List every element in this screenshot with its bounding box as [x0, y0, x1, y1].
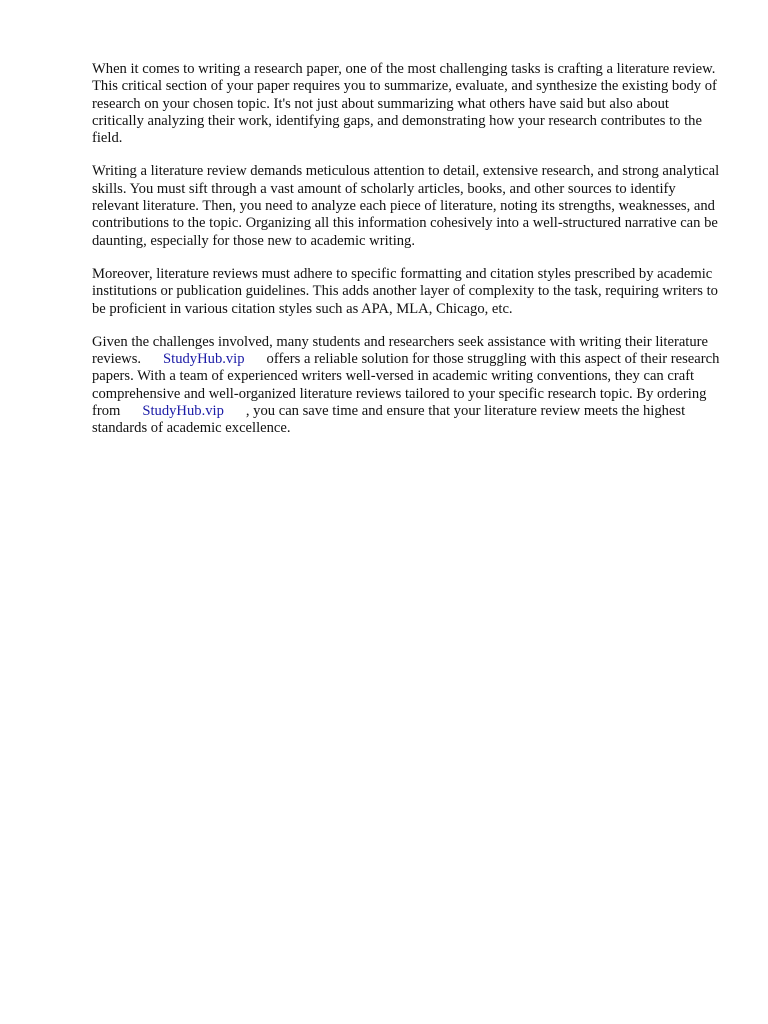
paragraph-assistance-part1: Given the challenges involved, many students and researchers seek assistance with writing their literature reviews. [92, 333, 708, 368]
studyhub-link-2[interactable]: StudyHub.vip [142, 403, 224, 420]
paragraph-assistance-part3: , you can save time and ensure that your literature review meets the highest standards of academic excellence. [92, 403, 686, 437]
paragraph-assistance [92, 334, 722, 438]
document-body [92, 61, 722, 454]
paragraph-intro: When it comes to writing a research paper, one of the most challenging tasks is crafting a literature review. This critical section of your paper requires you to summarize, evaluate, and synthesize the existing body of research on your chosen topic. It's not just about summarizing what others have said but also about critically analyzing their work, identifying gaps, and demonstrating how your research contributes to the field. [92, 61, 717, 147]
paragraph-formatting: Moreover, literature reviews must adhere to specific formatting and citation styles prescribed by academic institutions or publication guidelines. This adds another layer of complexity to the task, requiring writers to be proficient in various citation styles such as APA, MLA, Chicago, etc. [92, 265, 718, 317]
studyhub-link-1[interactable]: StudyHub.vip [163, 351, 245, 368]
paragraph-assistance-part2: offers a reliable solution for those struggling with this aspect of their research papers. With a team of experienced writers well-versed in academic writing conventions, they can craft comprehensive and well-organized literature reviews tailored to your specific research topic. By ordering from [92, 351, 720, 420]
paragraph-demands: Writing a literature review demands meticulous attention to detail, extensive research, and strong analytical skills. You must sift through a vast amount of scholarly articles, books, and other sources to identify relevant literature. Then, you need to analyze each piece of literature, noting its strengths, weaknesses, and contributions to the topic. Organizing all this information cohesively into a well-structured narrative can be daunting, especially for those new to academic writing. [92, 163, 720, 249]
